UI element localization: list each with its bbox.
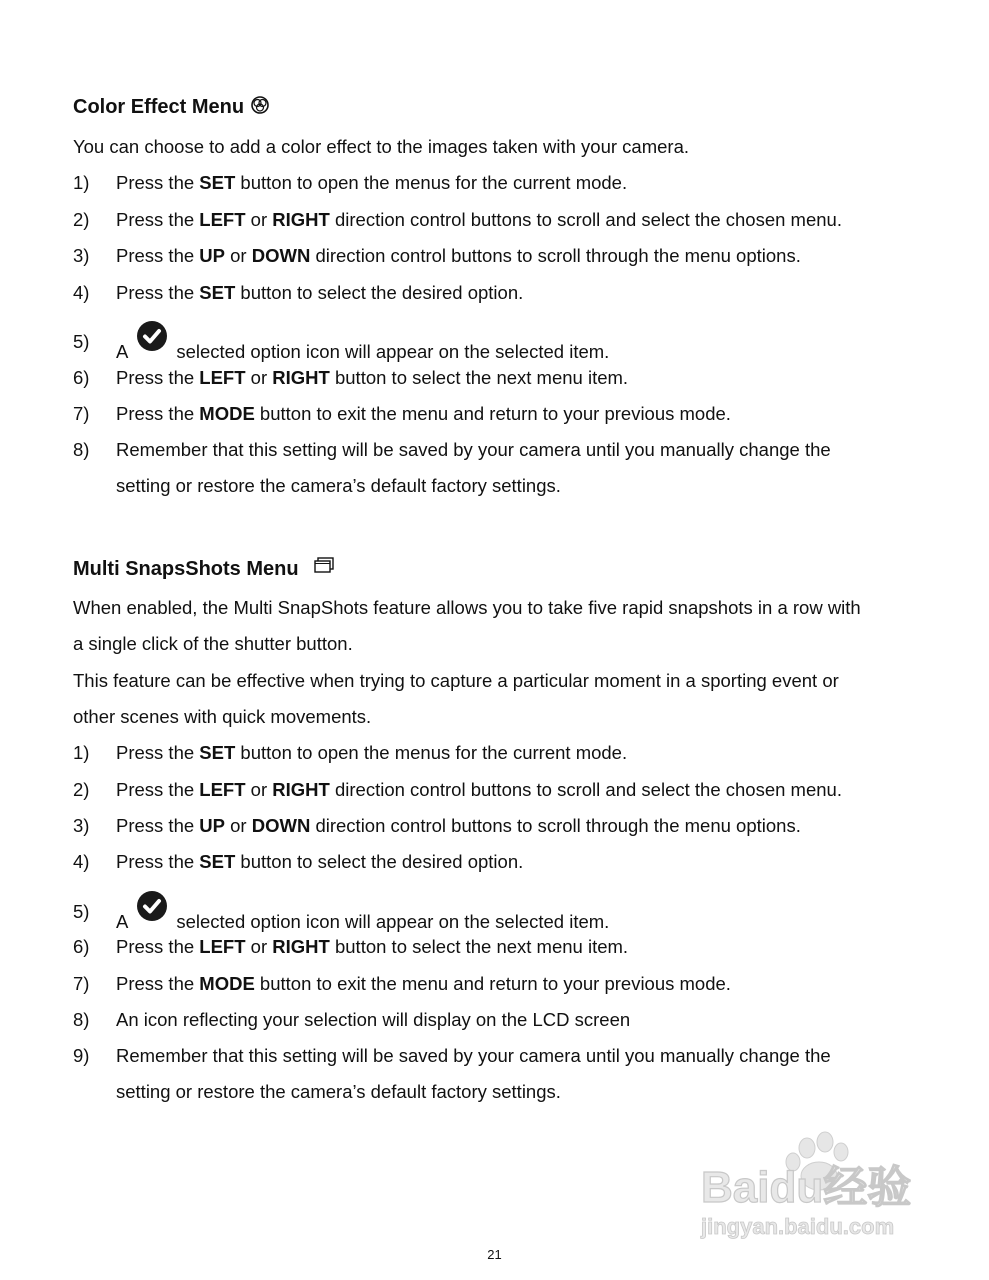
section-intro: You can choose to add a color effect to the images taken with your camera. [73, 136, 690, 157]
multi-snapshots-heading [73, 557, 335, 583]
section-intro: a single click of the shutter button. [73, 633, 353, 654]
checkmark-icon [136, 320, 168, 352]
section-intro: This feature can be effective when trying to capture a particular moment in a sporting event or [73, 670, 839, 691]
color-effect-heading [73, 95, 270, 121]
watermark-url: jingyan.baidu.com [701, 1214, 895, 1239]
page-number: 21 [487, 1247, 502, 1262]
multi-snapshot-icon [313, 557, 335, 583]
baidu-watermark [695, 1128, 935, 1248]
section-title: Color Effect Menu [73, 96, 245, 118]
watermark-brand: Baidu经验 [701, 1163, 912, 1212]
section-intro: other scenes with quick movements. [73, 706, 372, 727]
checkmark-icon [136, 890, 168, 922]
section-intro: When enabled, the Multi SnapShots feature allows you to take five rapid snapshots in a row with [73, 597, 861, 618]
color-effect-icon [250, 95, 270, 121]
manual-page: Color Effect Menu You can choose to add a color effect to the images taken with your camera. 1) Press the SET button to open the menus for the current mode. 2) Press the LEFT or RIGHT direction control buttons to scroll and select the chosen menu. 3) Press the UP or DOWN direction control buttons to scroll through the menu options. 4) Press the SET button to select the desired option. 5) A selected option icon will appear on the selected item. 6) Press the LEFT or RIGHT button to select the next menu item. 7) Press the MODE button to exit the menu and return to your previous mode. 8) Remember that this setting will be saved by your camera until you manually change the setting or restore the camera’s default factory settings. Multi SnapsShots Menu When enabled, the Multi SnapShots feature allows you to take five rapid snapshots in a row with a single click of the shutter button. This feature can be effective when trying to capture a particular moment in a sporting event or other scenes with quick movements. 1) Press the SET button to open the menus for the current mode. 2) Press the LEFT or RIGHT direction control buttons to scroll and select the chosen menu. 3) Press the UP or DOWN direction control buttons to scroll through the menu options. 4) Press the SET button to select the desired option. 5) A selected option icon will appear on the selected item. 6) Press the LEFT or RIGHT button to select the next menu item. 7) Press the MODE button to exit the menu and return to your previous mode. 8) An icon reflecting your selection will display on the LCD screen 9) Remember that this setting will be saved by your camera until you manually change the setting or restore the camera’s default factory settings. Baidu经验 jingyan.baidu.com 21 [0, 0, 989, 1280]
section-title: Multi SnapsShots Menu [73, 558, 299, 580]
